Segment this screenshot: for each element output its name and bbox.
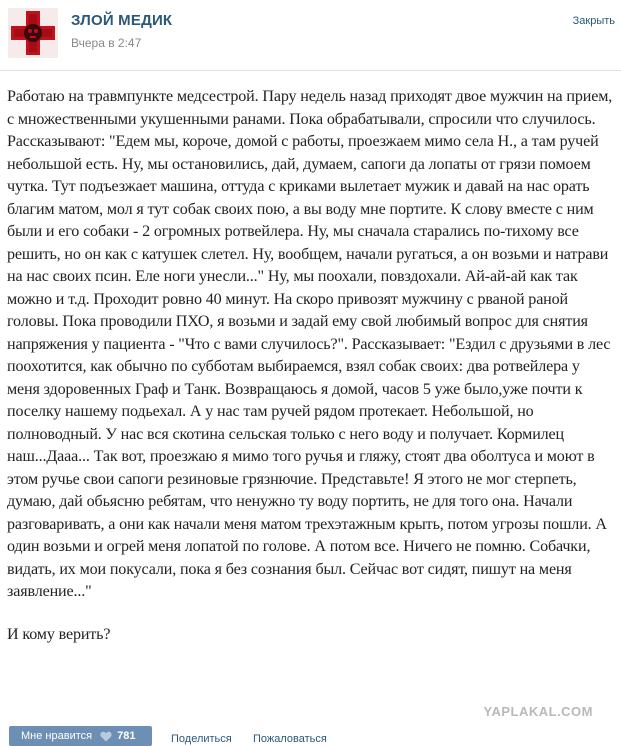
like-count: 781: [117, 730, 136, 742]
post-paragraph-question: И кому верить?: [7, 625, 111, 643]
share-link[interactable]: Поделиться: [171, 733, 232, 745]
like-label: Мне нравится: [21, 730, 93, 742]
author-name[interactable]: ЗЛОЙ МЕДИК: [71, 12, 173, 29]
heart-icon: [100, 731, 112, 742]
site-watermark: YAPLAKAL.COM: [483, 704, 593, 719]
close-button[interactable]: Закрыть: [572, 15, 615, 27]
post-body: [7, 86, 615, 646]
post-header: [0, 0, 621, 70]
post-footer: [0, 726, 621, 743]
post-time[interactable]: Вчера в 2:47: [71, 36, 142, 50]
like-button[interactable]: [9, 726, 152, 746]
post-paragraph-story: Рассказывают: "Едем мы, короче, домой с работы, проезжаем мимо села Н., а там ручей небольшой есть. Ну, мы остановились, дай, думаем, сапоги да лопаты от грязи помоем чутка. Тут подъезжает машина, оттуда с криками вылетает мужик и давай на нас орать благим матом, мол я тут собак своих пою, а вы воду мне портите. К слову вместе с ним были и его собаки - 2 огромных ротвейлера. Ну, мы сначала старались по-тихому все решить, но он как с катушек слетел. Ну, вообщем, начали ругаться, а он возьми и натрави на нас своих псин. Еле ноги унесли..." Ну, мы поохали, повздохали. Ай-ай-ай как так можно и т.д. Проходит ровно 40 минут. На скоро привозят мужчину с рваной раной головы. Пока проводили ПХО, я возьми и задай ему свой любимый вопрос для снятия напряжения у пациента - "Что с вами случилось?". Рассказывает: "Ездил с друзьями в лес поохотится, как обычно по субботам выбираемся, взял собак своих: два ротвейлера у меня здоровенных Граф и Танк. Возвращаюсь я домой, часов 5 уже было,уже почти к поселку нашему подьехал. А у нас там ручей рядом протекает. Небольшой, но полноводный. У нас вся скотина сельская только с него воду и получает. Кормилец наш...Дааа... Так вот, проезжаю я мимо того ручья и гляжу, стоят два оболтуса и моют в этом ручье свои сапоги резиновые грязнючие. Представьте! Я этого не мог стерпеть, думаю, дай обьясню ребятам, что ненужно ту воду портить, не для того она. Начали разговаривать, а они как начали меня матом трехэтажным крыть, потом угрозы пошли. А один возьми и огрей меня лопатой по голове. А потом все. Ничего не помню. Собачки, видать, их мои покусали, пока я без сознания был. Сейчас вот сидят, пишут на меня заявление...": [7, 133, 611, 600]
red-cross-avatar-icon[interactable]: [8, 8, 58, 58]
report-link[interactable]: Пожаловаться: [253, 733, 327, 745]
header-divider: [0, 70, 621, 71]
post-paragraph-intro: Работаю на травмпункте медсестрой. Пару недель назад приходят двое мужчин на прием, с множественными укушенными ранами. Пока обрабатывали, спросили что случилось.: [7, 88, 613, 128]
